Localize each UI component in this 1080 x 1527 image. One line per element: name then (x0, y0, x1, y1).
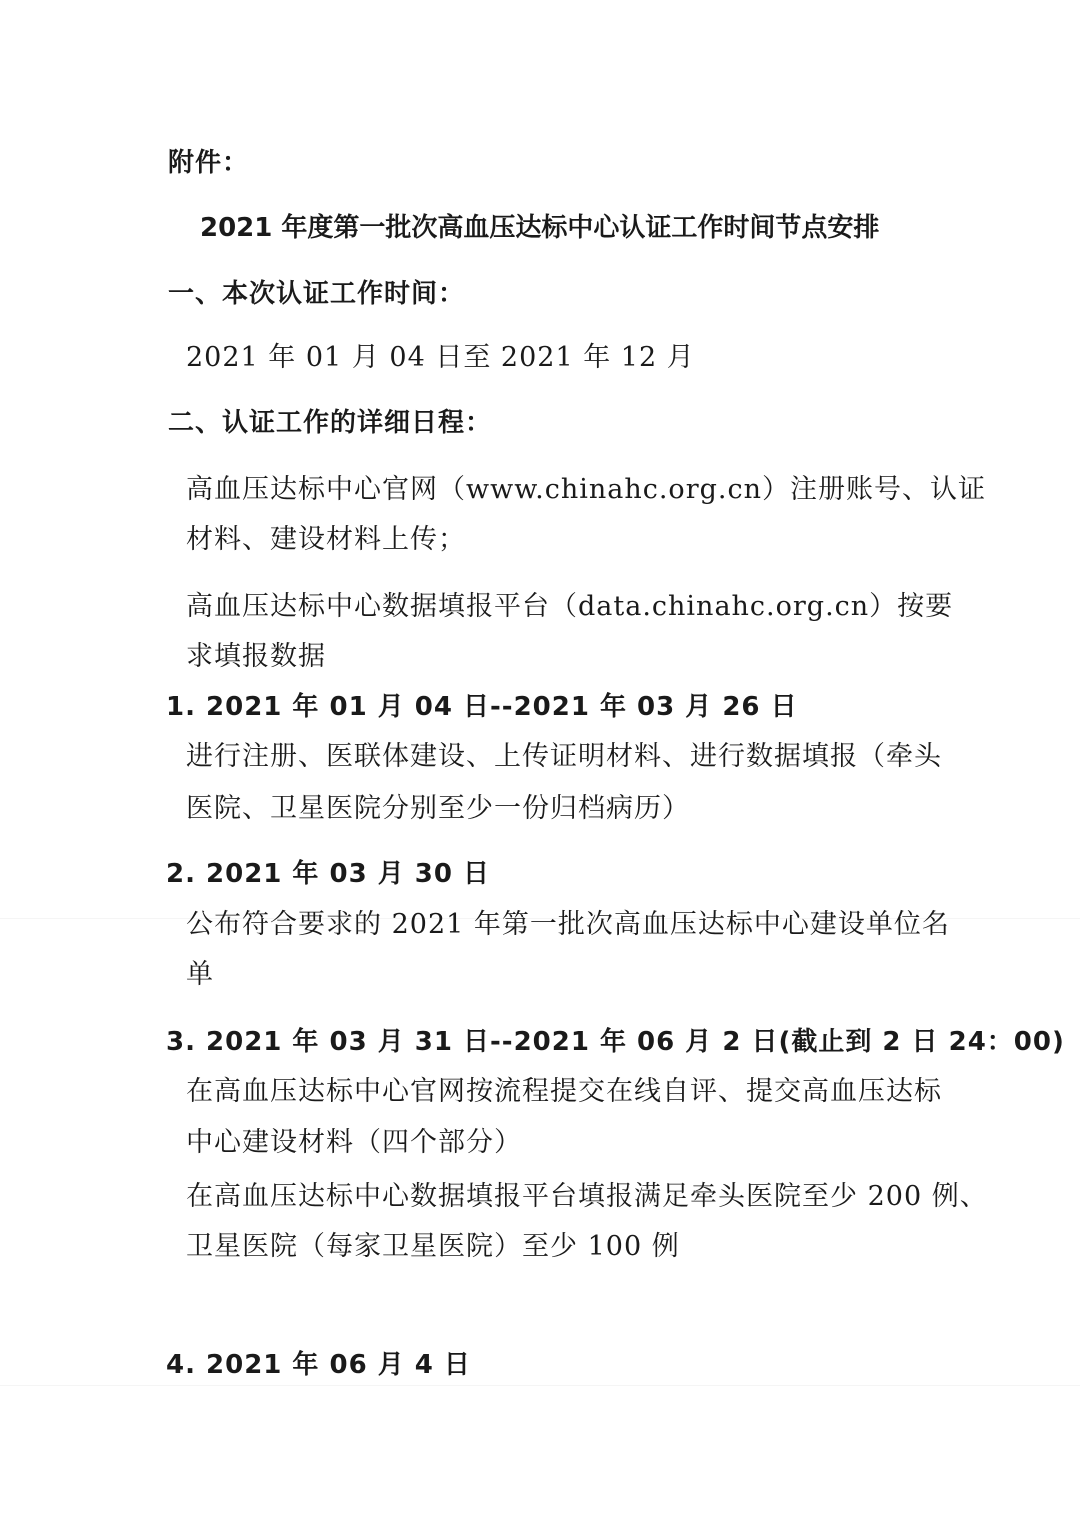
schedule-item-3-line: 在高血压达标中心数据填报平台填报满足牵头医院至少 200 例、 (186, 1181, 988, 1212)
schedule-item-1-date: 1. 2021 年 01 月 04 日--2021 年 03 月 26 日 (166, 692, 798, 722)
scan-crease (0, 1385, 1080, 1386)
data-platform-line-1: 高血压达标中心数据填报平台（data.chinahc.org.cn）按要 (186, 591, 954, 622)
schedule-item-2-line: 单 (186, 959, 214, 990)
data-platform-line-2: 求填报数据 (186, 641, 326, 672)
schedule-item-2-line: 公布符合要求的 2021 年第一批次高血压达标中心建设单位名 (186, 909, 950, 940)
schedule-item-1-line: 进行注册、医联体建设、上传证明材料、进行数据填报（牵头 (186, 741, 942, 772)
section-1-heading: 一、本次认证工作时间： (168, 279, 466, 309)
section-2-heading: 二、认证工作的详细日程： (168, 408, 493, 438)
schedule-item-4-date: 4. 2021 年 06 月 4 日 (166, 1350, 471, 1380)
document-title: 2021 年度第一批次高血压达标中心认证工作时间节点安排 (200, 213, 880, 243)
schedule-item-3-line: 中心建设材料（四个部分） (186, 1127, 522, 1158)
schedule-item-3-line: 卫星医院（每家卫星医院）至少 100 例 (186, 1231, 680, 1262)
official-site-line-2: 材料、建设材料上传； (186, 524, 466, 555)
schedule-item-3-line: 在高血压达标中心官网按流程提交在线自评、提交高血压达标 (186, 1076, 942, 1107)
schedule-item-2-date: 2. 2021 年 03 月 30 日 (166, 859, 491, 889)
schedule-item-3-date: 3. 2021 年 03 月 31 日--2021 年 06 月 2 日(截止到 2 日 24：00) (166, 1027, 1065, 1057)
schedule-item-1-line: 医院、卫星医院分别至少一份归档病历） (186, 793, 690, 824)
certification-period: 2021 年 01 月 04 日至 2021 年 12 月 (186, 342, 695, 373)
official-site-line-1: 高血压达标中心官网（www.chinahc.org.cn）注册账号、认证 (186, 474, 986, 505)
attachment-label: 附件： (168, 148, 250, 178)
